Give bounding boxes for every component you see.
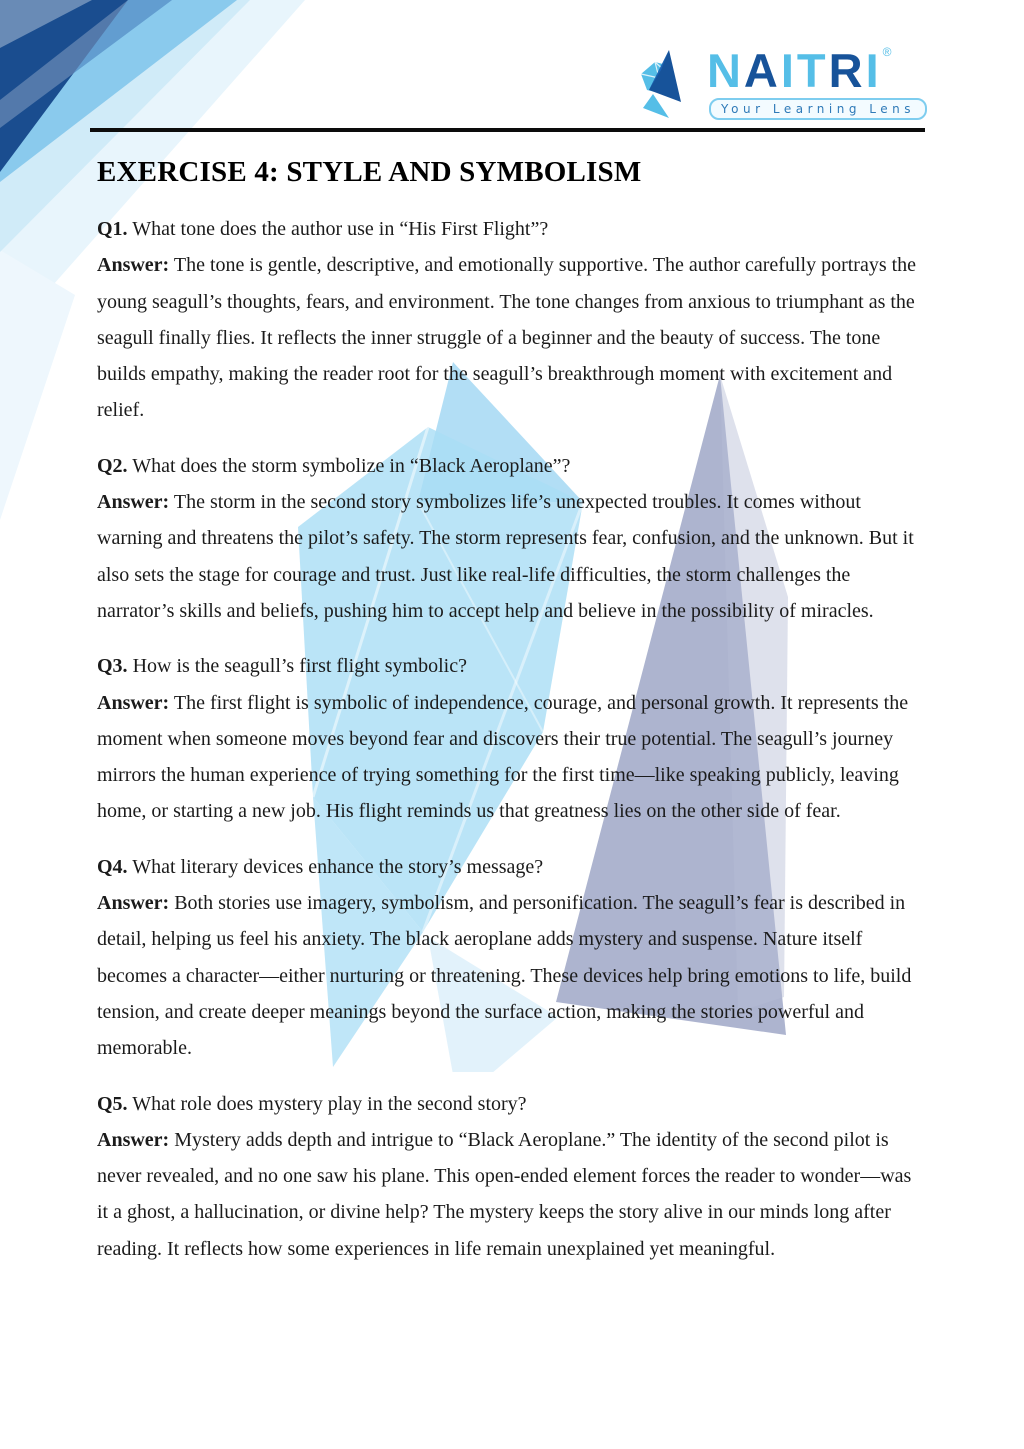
qa-block-3 xyxy=(97,648,921,829)
answer-label: Answer: xyxy=(97,1128,170,1151)
naitri-wordmark xyxy=(706,44,895,97)
naitri-logo xyxy=(633,44,927,120)
question-label: Q2. xyxy=(97,454,128,477)
answer-label: Answer: xyxy=(97,491,170,514)
logo-letter: A xyxy=(743,44,781,97)
qa-block-1 xyxy=(97,211,921,429)
answer-paragraph xyxy=(97,247,921,428)
answer-text: The storm in the second story symbolizes life’s unexpected troubles. It comes without warning and threatens the pilot’s safety. The storm represents fear, confusion, and the unknown. But it also sets the stage for courage and trust. Just like real-life difficulties, the storm challenges the narrator’s skills and beliefs, pushing him to accept help and believe in the possibility of miracles. xyxy=(97,491,914,622)
header-rule xyxy=(90,128,925,132)
question-line xyxy=(97,648,921,684)
qa-block-5 xyxy=(97,1086,921,1267)
question-line xyxy=(97,849,921,885)
logo-letter: I xyxy=(865,44,882,97)
logo-letter: I xyxy=(780,44,797,97)
question-text: What role does mystery play in the second story? xyxy=(132,1092,527,1115)
question-label: Q4. xyxy=(97,855,128,878)
question-label: Q5. xyxy=(97,1092,128,1115)
answer-paragraph xyxy=(97,885,921,1066)
registered-trademark-symbol: ® xyxy=(882,45,895,59)
question-text: What does the storm symbolize in “Black Aeroplane”? xyxy=(132,454,571,477)
logo-letter: R xyxy=(828,44,866,97)
answer-label: Answer: xyxy=(97,892,170,915)
answer-paragraph xyxy=(97,1122,921,1267)
naitri-logo-icon xyxy=(633,48,703,120)
answer-label: Answer: xyxy=(97,254,170,277)
answer-text: The first flight is symbolic of independence, courage, and personal growth. It represents the moment when someone moves beyond fear and discovers their true potential. The seagull’s journey mirrors the human experience of trying something for the first time—like speaking publicly, leaving home, or starting a new job. His flight reminds us that greatness lies on the other side of fear. xyxy=(97,691,909,823)
page-title: EXERCISE 4: STYLE AND SYMBOLISM xyxy=(97,156,642,188)
question-line xyxy=(97,211,921,247)
qa-block-4 xyxy=(97,849,921,1067)
answer-paragraph xyxy=(97,685,921,830)
qa-block-2 xyxy=(97,448,921,629)
question-line xyxy=(97,1086,921,1122)
answer-paragraph xyxy=(97,484,921,629)
question-text: What literary devices enhance the story’s message? xyxy=(132,855,544,878)
question-label: Q3. xyxy=(97,655,128,678)
answer-label: Answer: xyxy=(97,691,170,714)
answer-text: The tone is gentle, descriptive, and emotionally supportive. The author carefully portrays the young seagull’s thoughts, fears, and environment. The tone changes from anxious to triumphant as the seagull finally flies. It reflects the inner struggle of a beginner and the beauty of success. The tone builds empathy, making the reader root for the seagull’s breakthrough moment with excitement and relief. xyxy=(97,254,917,422)
question-label: Q1. xyxy=(97,218,128,240)
document-content xyxy=(97,152,921,1267)
answer-text: Mystery adds depth and intrigue to “Black Aeroplane.” The identity of the second pilot is never revealed, and no one saw his plane. This open-ended element forces the reader to wonder—was it a ghost, a hallucination, or divine help? The mystery keeps the story alive in our minds long after reading. It reflects how some experiences in life remain unexplained yet meaningful. xyxy=(97,1128,912,1260)
answer-text: Both stories use imagery, symbolism, and personification. The seagull’s fear is described in detail, helping us feel his anxiety. The black aeroplane adds mystery and suspense. Nature itself becomes a character—either nurturing or threatening. These devices help bring emotions to life, build tension, and create deeper meanings beyond the surface action, making the stories powerful and memorable. xyxy=(97,892,912,1060)
question-line xyxy=(97,448,921,484)
question-text: What tone does the author use in “His First Flight”? xyxy=(132,218,549,240)
logo-letter: N xyxy=(706,44,744,97)
question-text: How is the seagull’s first flight symbolic? xyxy=(132,655,467,678)
logo-tagline: Your Learning Lens xyxy=(709,98,927,120)
logo-letter: T xyxy=(796,44,829,97)
